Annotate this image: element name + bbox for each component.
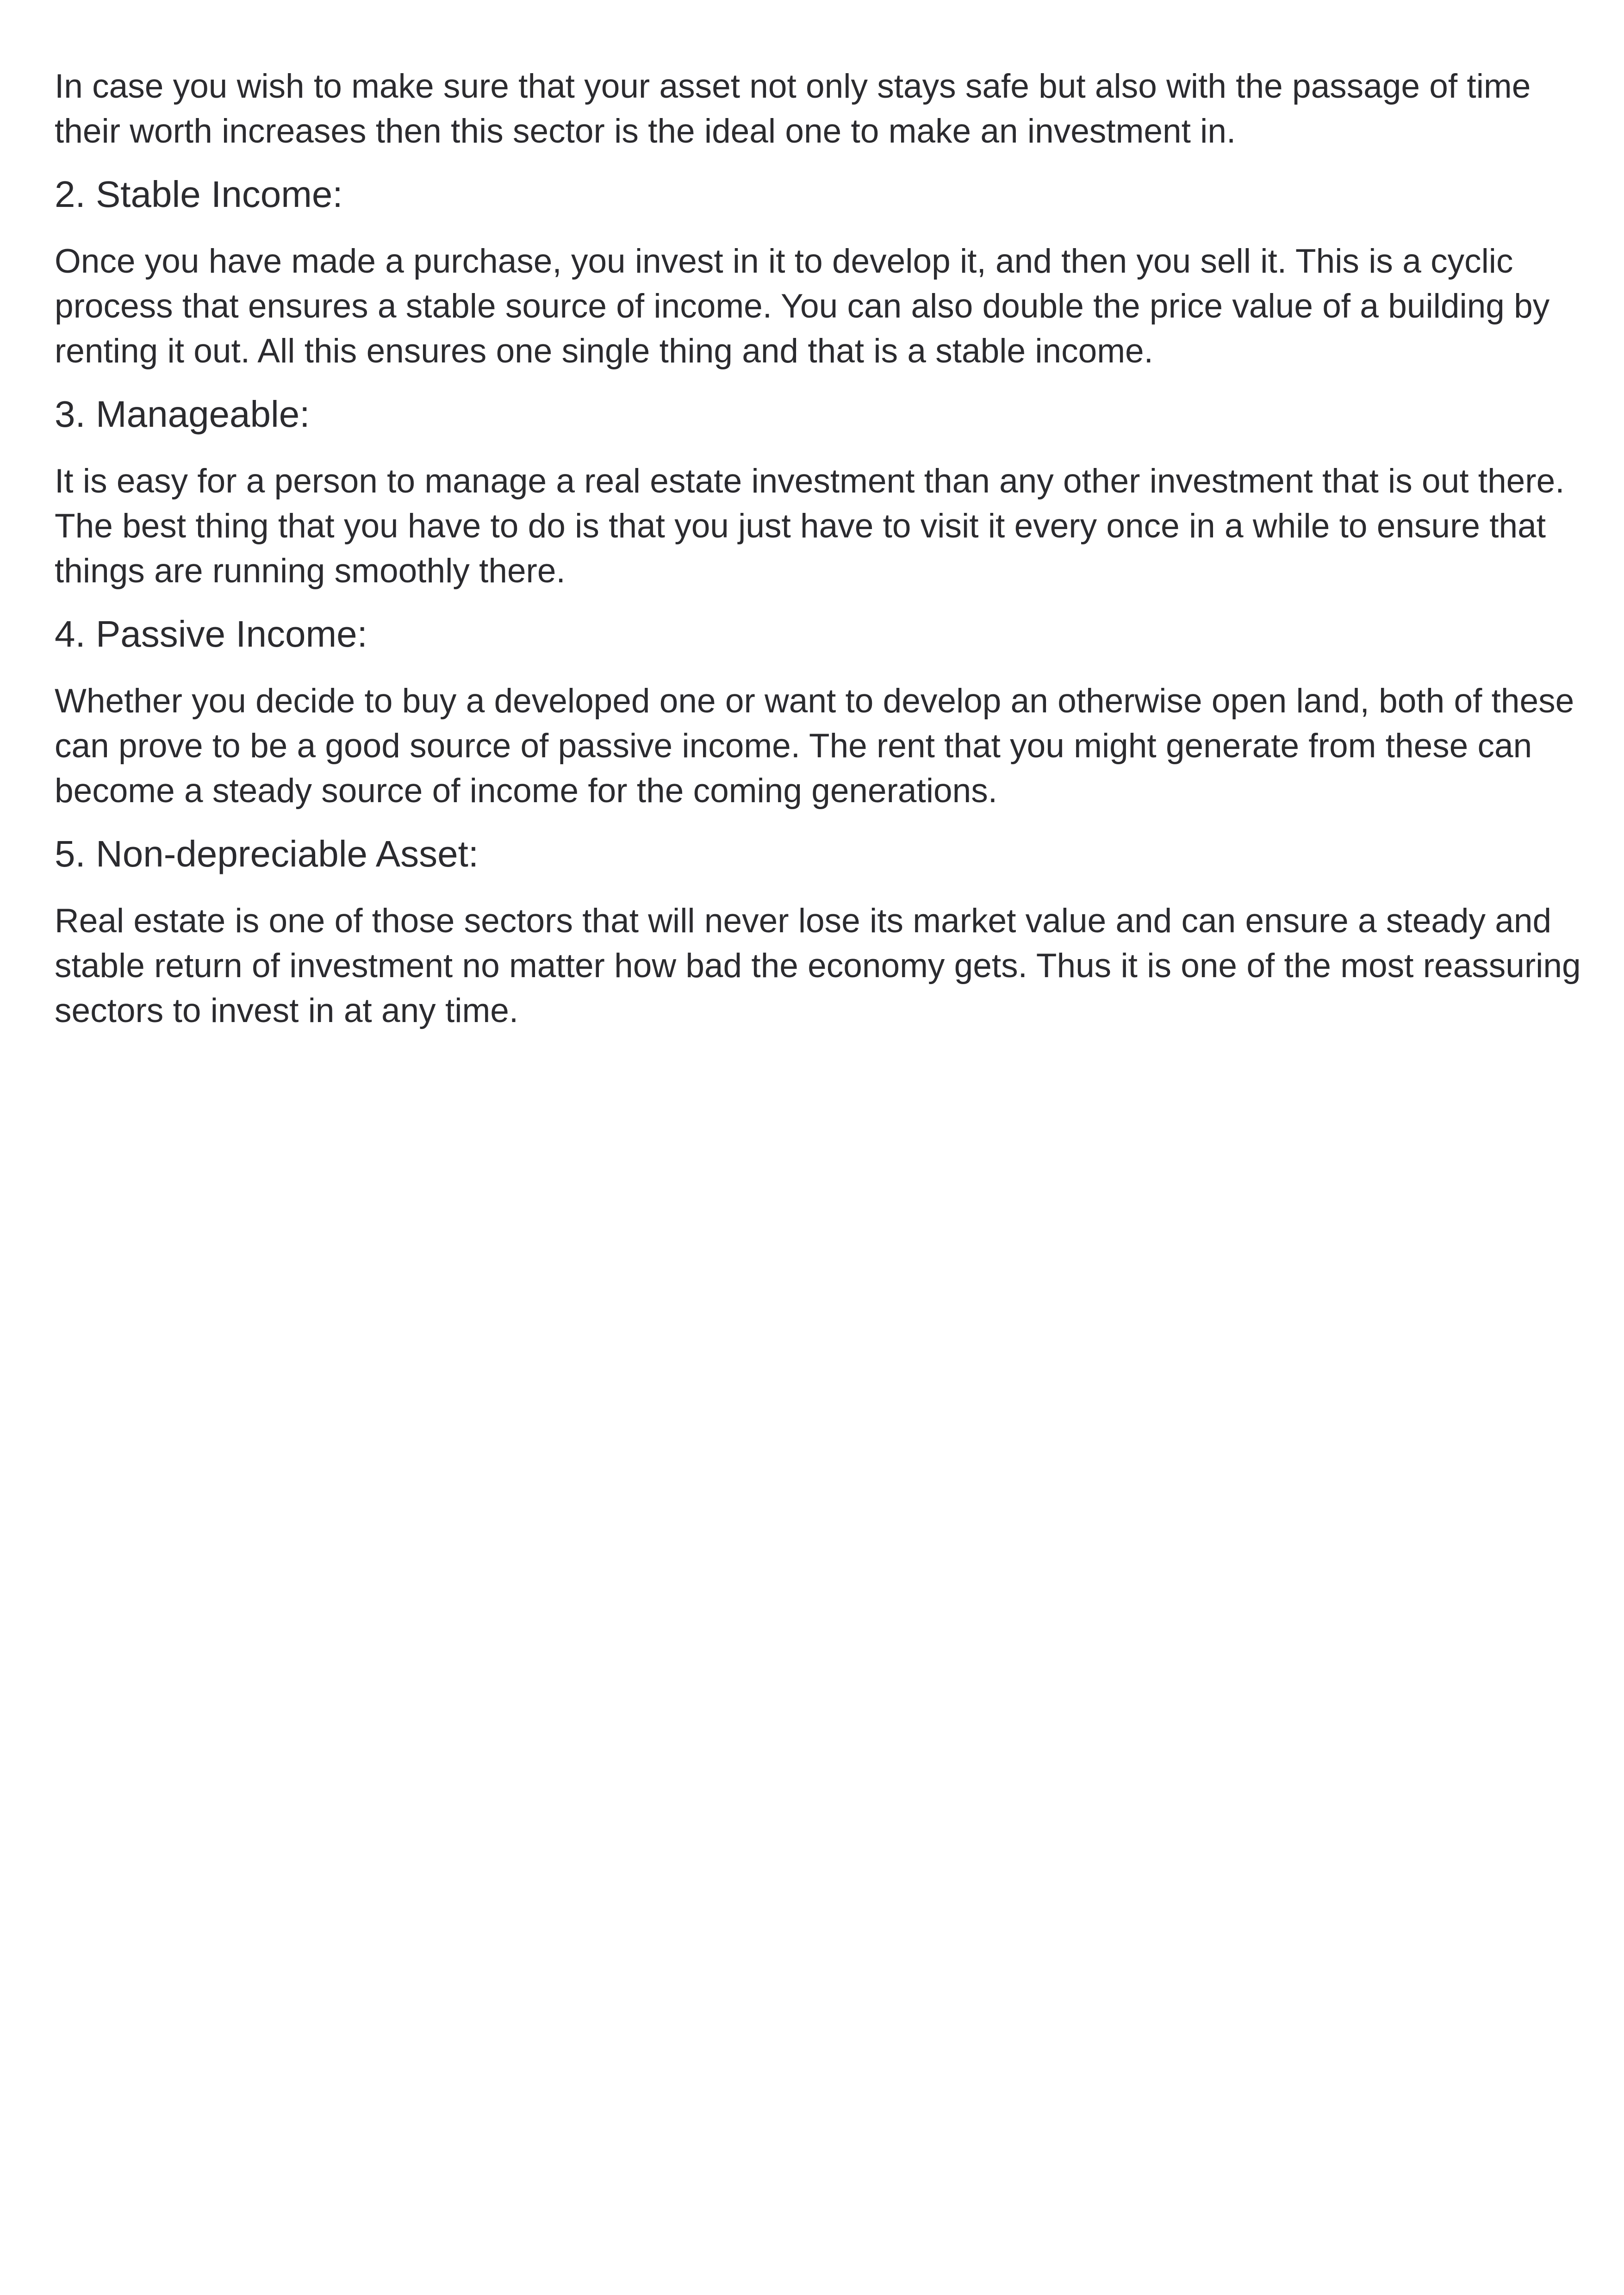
section-body-non-depreciable-asset: Real estate is one of those sectors that will never lose its market value and can ensure a steady and stable return of investment no matter how bad the economy gets. Thus it is one of the most reassuring sectors to invest in at any time. (55, 902, 1581, 1029)
section-body-passive-income: Whether you decide to buy a developed one or want to develop an otherwise open land, both of these can prove to be a good source of passive income. The rent that you might generate from these can become a steady source of income for the coming generations. (55, 682, 1574, 810)
document-page (55, 64, 1582, 1033)
section-heading-non-depreciable-asset: 5. Non-depreciable Asset: (55, 833, 479, 874)
section-body-manageable: It is easy for a person to manage a real estate investment than any other investment that is out there. The best thing that you have to do is that you just have to visit it every once in a while to ensure that things are running smoothly there. (55, 462, 1565, 590)
section-heading-stable-income: 2. Stable Income: (55, 174, 343, 215)
section-heading-passive-income: 4. Passive Income: (55, 613, 367, 655)
intro-paragraph: In case you wish to make sure that your asset not only stays safe but also with the passage of time their worth increases then this sector is the ideal one to make an investment in. (55, 68, 1531, 150)
section-heading-manageable: 3. Manageable: (55, 393, 310, 435)
section-body-stable-income: Once you have made a purchase, you invest in it to develop it, and then you sell it. This is a cyclic process that ensures a stable source of income. You can also double the price value of a building by renting it out. All this ensures one single thing and that is a stable income. (55, 243, 1550, 370)
